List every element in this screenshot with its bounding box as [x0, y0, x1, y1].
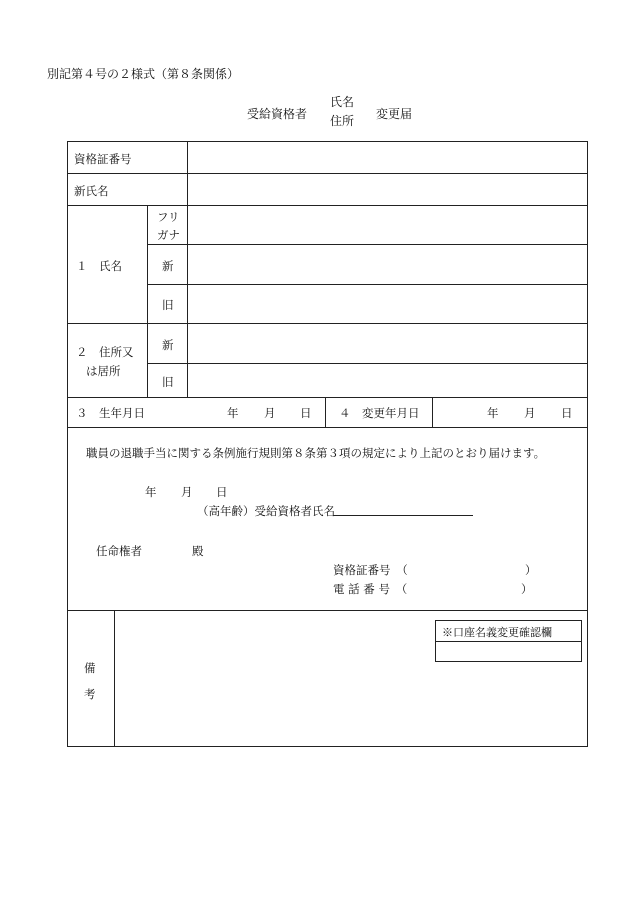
birth-day-unit: 日 — [300, 406, 312, 420]
account-confirm-field[interactable] — [436, 641, 581, 661]
title-address-option: 住所 — [330, 114, 355, 128]
divider — [325, 397, 326, 427]
close-paren: ） — [521, 582, 533, 596]
submit-day-unit: 日 — [216, 485, 228, 499]
address-old-field[interactable] — [188, 364, 587, 397]
divider — [432, 397, 433, 427]
title-suffix: 変更届 — [376, 107, 413, 121]
birth-month-unit: 月 — [264, 406, 276, 420]
name-new-label: 新 — [162, 259, 174, 273]
title-prefix: 受給資格者 — [247, 107, 308, 121]
title-name-option: 氏名 — [330, 95, 355, 109]
divider — [67, 427, 588, 428]
address-section-label: ２ 住所又 — [76, 345, 134, 359]
change-year-unit: 年 — [487, 406, 499, 420]
signature-line[interactable] — [333, 515, 473, 516]
close-paren: ） — [525, 563, 537, 577]
furigana-label: フリ — [157, 210, 180, 224]
cert-number-field[interactable] — [188, 142, 587, 173]
birth-year-unit: 年 — [227, 406, 239, 420]
honorific-label: 殿 — [192, 544, 204, 558]
new-name-field[interactable] — [188, 174, 587, 205]
divider — [147, 205, 148, 397]
divider — [67, 397, 588, 398]
name-old-field[interactable] — [188, 285, 587, 323]
address-section-label: は居所 — [86, 364, 121, 378]
submit-year-unit: 年 — [145, 485, 157, 499]
signer-label: （高年齢）受給資格者氏名 — [197, 504, 335, 518]
address-new-label: 新 — [162, 338, 174, 352]
form-title — [0, 92, 630, 132]
change-day-unit: 日 — [561, 406, 573, 420]
remarks-label: 考 — [84, 687, 96, 701]
submit-month-unit: 月 — [181, 485, 193, 499]
name-new-field[interactable] — [188, 245, 587, 284]
remarks-field[interactable] — [115, 611, 433, 746]
furigana-field[interactable] — [188, 206, 587, 244]
new-name-label: 新氏名 — [74, 184, 109, 198]
birth-date-label: ３ 生年月日 — [76, 406, 145, 420]
address-new-field[interactable] — [188, 324, 587, 363]
cert-number-label: 資格証番号 — [74, 152, 132, 166]
remarks-label: 備 — [84, 661, 96, 675]
account-confirm-label: ※口座名義変更確認欄 — [442, 626, 552, 639]
cert-number-entry-label: 資格証番号 （ — [333, 563, 408, 577]
phone-entry-label: 電 話 番 号 （ — [333, 582, 408, 596]
address-old-label: 旧 — [162, 375, 174, 389]
furigana-label: ガナ — [157, 228, 180, 242]
form-number-label: 別記第４号の２様式（第８条関係） — [47, 67, 240, 81]
declaration-text: 職員の退職手当に関する条例施行規則第８条第３項の規定により上記のとおり届けます。 — [86, 446, 546, 460]
name-section-label: １ 氏名 — [76, 259, 122, 273]
change-month-unit: 月 — [524, 406, 536, 420]
authority-label: 任命権者 — [96, 544, 142, 558]
name-old-label: 旧 — [162, 298, 174, 312]
change-date-label: ４ 変更年月日 — [339, 406, 420, 420]
